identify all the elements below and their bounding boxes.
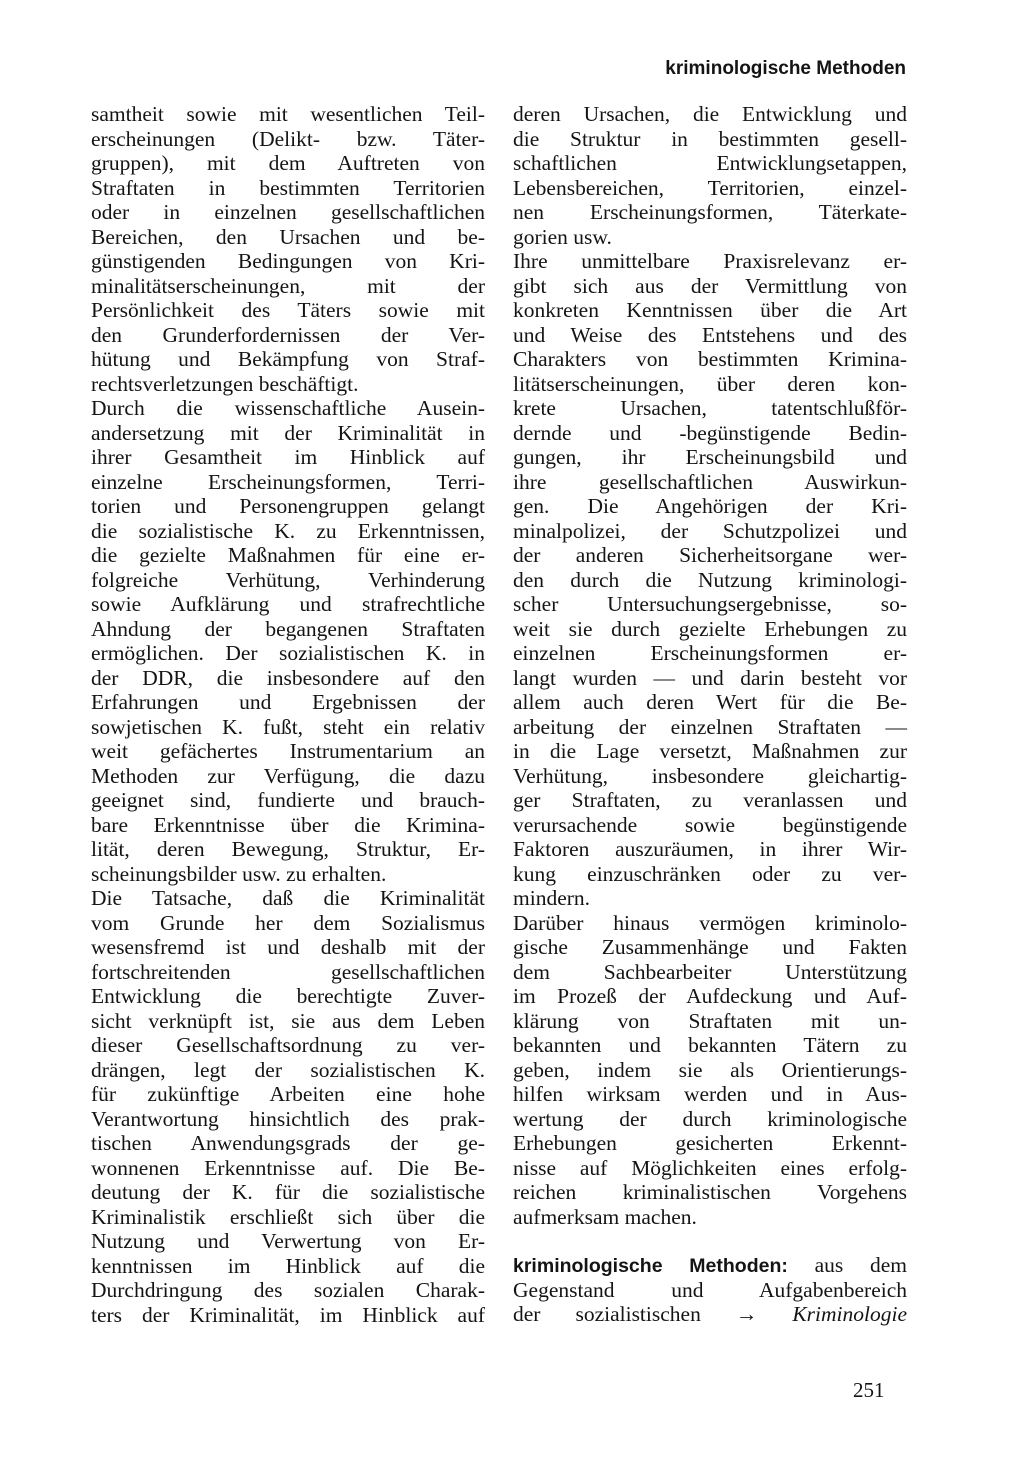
page-number: 251	[853, 1378, 885, 1402]
text-line: geben, indem sie als Orientierungs-	[513, 1057, 907, 1082]
text-line: folgreiche Verhütung, Verhinderung	[91, 567, 485, 592]
text-line: lität, deren Bewegung, Struktur, Er-	[91, 837, 485, 861]
text-line: Die Tatsache, daß die Kriminalität	[91, 886, 485, 910]
text-line: erscheinungen (Delikt- bzw. Täter-	[91, 126, 485, 151]
text-line: deutung der K. für die sozialistische	[91, 1180, 485, 1204]
text-line: Nutzung und Verwertung von Er-	[91, 1229, 485, 1253]
entry-line-1-rest: aus dem	[787, 1253, 907, 1277]
text-line: ters der Kriminalität, im Hinblick auf	[91, 1302, 485, 1327]
text-line: minalitätserscheinungen, mit der	[91, 273, 485, 298]
text-line: deren Ursachen, die Entwicklung und	[513, 102, 907, 126]
text-line: Entwicklung die berechtigte Zuver-	[91, 984, 485, 1008]
text-line: kung einzuschränken oder zu ver-	[513, 861, 907, 886]
text-line: dem Sachbearbeiter Unterstützung	[513, 959, 907, 984]
text-line: gen. Die Angehörigen der Kri-	[513, 494, 907, 518]
text-line: sowjetischen K. fußt, steht ein relativ	[91, 714, 485, 739]
text-line: kenntnissen im Hinblick auf die	[91, 1253, 485, 1278]
text-line: gungen, ihr Erscheinungsbild und	[513, 445, 907, 469]
text-line: torien und Personengruppen gelangt	[91, 494, 485, 518]
text-line: die sozialistische K. zu Erkenntnissen,	[91, 518, 485, 543]
text-line: in die Lage versetzt, Maßnahmen zur	[513, 739, 907, 763]
text-line: Kriminalistik erschließt sich über die	[91, 1204, 485, 1229]
text-line: samtheit sowie mit wesentlichen Teil-	[91, 102, 485, 126]
text-line: weit gefächertes Instrumentarium an	[91, 739, 485, 763]
text-line: langt wurden — und darin besteht vor	[513, 665, 907, 690]
text-line: der DDR, die insbesondere auf den	[91, 665, 485, 690]
text-line: verursachende sowie begünstigende	[513, 812, 907, 837]
text-line: reichen kriminalistischen Vorgehens	[513, 1180, 907, 1204]
text-line: scher Untersuchungsergebnisse, so-	[513, 592, 907, 616]
text-line: der anderen Sicherheitsorgane wer-	[513, 543, 907, 567]
right-column-body	[513, 102, 907, 1229]
text-line: Straftaten in bestimmten Territorien	[91, 175, 485, 200]
text-line: Ahndung der begangenen Straftaten	[91, 616, 485, 641]
text-line: gische Zusammenhänge und Fakten	[513, 935, 907, 959]
entry-line-3-text: der sozialistischen →	[513, 1302, 793, 1326]
text-line: klärung von Straftaten mit un-	[513, 1008, 907, 1033]
text-line: nen Erscheinungsformen, Täterkate-	[513, 200, 907, 224]
text-line: Erfahrungen und Ergebnissen der	[91, 690, 485, 714]
text-line: Durch die wissenschaftliche Ausein-	[91, 396, 485, 420]
text-line: sicht verknüpft ist, sie aus dem Leben	[91, 1008, 485, 1033]
text-line: minalpolizei, der Schutzpolizei und	[513, 518, 907, 543]
text-line: tischen Anwendungsgrads der ge-	[91, 1131, 485, 1155]
running-header: kriminologische Methoden	[665, 58, 906, 79]
text-line: die gezielte Maßnahmen für eine er-	[91, 543, 485, 567]
text-line: einzelnen Erscheinungsformen er-	[513, 641, 907, 665]
text-line: geeignet sind, fundierte und brauch-	[91, 788, 485, 812]
text-line: gruppen), mit dem Auftreten von	[91, 151, 485, 175]
text-line: fortschreitenden gesellschaftlichen	[91, 959, 485, 984]
text-line: wertung der durch kriminologische	[513, 1106, 907, 1131]
text-line: den durch die Nutzung kriminologi-	[513, 567, 907, 592]
text-line: günstigenden Bedingungen von Kri-	[91, 249, 485, 273]
text-line: gorien usw.	[513, 224, 612, 249]
text-line: krete Ursachen, tatentschlußför-	[513, 396, 907, 420]
text-line: bare Erkenntnisse über die Krimina-	[91, 812, 485, 837]
text-line: andersetzung mit der Kriminalität in	[91, 420, 485, 445]
text-line: die Struktur in bestimmten gesell-	[513, 126, 907, 151]
text-line: wonnenen Erkenntnisse auf. Die Be-	[91, 1155, 485, 1180]
text-line: aufmerksam machen.	[513, 1204, 697, 1229]
text-line: oder in einzelnen gesellschaftlichen	[91, 200, 485, 224]
right-column	[513, 102, 907, 1327]
text-line: für zukünftige Arbeiten eine hohe	[91, 1082, 485, 1106]
text-line: dernde und -begünstigende Bedin-	[513, 420, 907, 445]
text-line: arbeitung der einzelnen Straftaten —	[513, 714, 907, 739]
text-line: Ihre unmittelbare Praxisrelevanz er-	[513, 249, 907, 273]
text-line: bekannten und bekannten Tätern zu	[513, 1033, 907, 1057]
text-line: hütung und Bekämpfung von Straf-	[91, 347, 485, 371]
text-line: gibt sich aus der Vermittlung von	[513, 273, 907, 298]
text-line: konkreten Kenntnissen über die Art	[513, 298, 907, 322]
text-line: Charakters von bestimmten Krimina-	[513, 347, 907, 371]
text-line: ihrer Gesamtheit im Hinblick auf	[91, 445, 485, 469]
text-line: hilfen wirksam werden und in Aus-	[513, 1082, 907, 1106]
text-line: Persönlichkeit des Täters sowie mit	[91, 298, 485, 322]
text-line: Erhebungen gesicherten Erkennt-	[513, 1131, 907, 1155]
text-line: scheinungsbilder usw. zu erhalten.	[91, 861, 387, 886]
text-line: Durchdringung des sozialen Charak-	[91, 1278, 485, 1302]
text-line: ger Straftaten, zu veranlassen und	[513, 788, 907, 812]
text-line: Darüber hinaus vermögen kriminolo-	[513, 910, 907, 935]
text-line: und Weise des Entstehens und des	[513, 322, 907, 347]
text-line: schaftlichen Entwicklungsetappen,	[513, 151, 907, 175]
text-line: Verhütung, insbesondere gleichartig-	[513, 763, 907, 788]
entry-line-1	[513, 1253, 907, 1278]
text-line: Bereichen, den Ursachen und be-	[91, 224, 485, 249]
text-line: im Prozeß der Aufdeckung und Auf-	[513, 984, 907, 1008]
text-line: nisse auf Möglichkeiten eines erfolg-	[513, 1155, 907, 1180]
left-column	[91, 102, 485, 1327]
text-line: Faktoren auszuräumen, in ihrer Wir-	[513, 837, 907, 861]
entry-line-3	[513, 1302, 907, 1327]
text-line: ermöglichen. Der sozialistischen K. in	[91, 641, 485, 665]
entry-line-2: Gegenstand und Aufgabenbereich	[513, 1277, 907, 1302]
text-line: dieser Gesellschaftsordnung zu ver-	[91, 1033, 485, 1057]
text-line: sowie Aufklärung und strafrechtliche	[91, 592, 485, 616]
text-line: weit sie durch gezielte Erhebungen zu	[513, 616, 907, 641]
entry-cross-reference: Kriminologie	[792, 1302, 907, 1326]
text-line: Verantwortung hinsichtlich des prak-	[91, 1106, 485, 1131]
text-line: litätserscheinungen, über deren kon-	[513, 371, 907, 396]
text-line: rechtsverletzungen beschäftigt.	[91, 371, 359, 396]
text-line: einzelne Erscheinungsformen, Terri-	[91, 469, 485, 494]
text-line: allem auch deren Wert für die Be-	[513, 690, 907, 714]
text-line: mindern.	[513, 886, 591, 910]
entry-gap	[513, 1229, 907, 1253]
text-line: vom Grunde her dem Sozialismus	[91, 910, 485, 935]
text-line: Methoden zur Verfügung, die dazu	[91, 763, 485, 788]
text-line: ihre gesellschaftlichen Auswirkun-	[513, 469, 907, 494]
text-line: wesensfremd ist und deshalb mit der	[91, 935, 485, 959]
text-line: Lebensbereichen, Territorien, einzel-	[513, 175, 907, 200]
text-line: den Grunderfordernissen der Ver-	[91, 322, 485, 347]
entry-term: kriminologische Methoden:	[513, 1255, 788, 1277]
text-line: drängen, legt der sozialistischen K.	[91, 1057, 485, 1082]
